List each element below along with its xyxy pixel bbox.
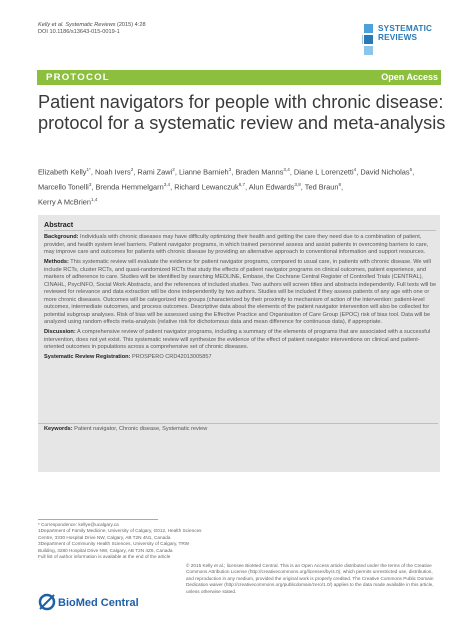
author-name: Diane L Lorenzetti	[293, 167, 354, 177]
author-name: David Nicholas	[360, 167, 410, 177]
article-type-label: PROTOCOL	[46, 72, 110, 83]
keywords-divider	[38, 423, 438, 424]
journal-logo-text: SYSTEMATIC REVIEWS	[378, 24, 433, 42]
author-affiliation-marker: 3,4	[283, 167, 290, 172]
author-affiliation-marker: 1,4	[90, 196, 98, 202]
author-name: Richard Lewanczuk	[174, 182, 239, 192]
author-list	[38, 164, 448, 208]
author-info-note: Full list of author information is available at the end of the article	[38, 554, 171, 560]
keywords: Keywords: Patient navigator, Chronic disease, Systematic review	[44, 426, 208, 432]
author-name: Alun Edwards	[248, 182, 295, 192]
author-name: Marcello Tonelli	[38, 182, 89, 192]
doi-text[interactable]: DOI 10.1186/s13643-015-0019-1	[38, 29, 120, 36]
author-name: Noah Ivers	[94, 167, 131, 177]
author-affiliation-marker: 6,7	[238, 181, 246, 187]
author-line-3	[38, 194, 448, 209]
citation-journal: Kelly et al. Systematic Reviews	[38, 22, 116, 28]
author-affiliation-marker: 2	[172, 167, 175, 172]
author-affiliation-marker: 3,8	[294, 181, 301, 187]
author-affiliation-marker: 2	[130, 167, 134, 172]
abstract-divider	[44, 230, 436, 231]
author-name: Rami Zawi	[137, 167, 173, 177]
abstract-body	[44, 234, 437, 364]
publisher-name: BioMed Central	[58, 597, 139, 609]
biomed-central-icon	[40, 595, 54, 609]
author-name: Braden Manns	[235, 167, 284, 177]
author-affiliation-marker: 3	[88, 181, 92, 187]
affiliation-line: 1Department of Family Medicine, University of Calgary, G012, Health Sciences	[38, 528, 202, 534]
abstract-background: Background: Individuals with chronic diseases may have difficulty optimizing their health and getting the care they need due to a combination of patient, provider, and health system level barriers. Patient navigator programs, in which trained personnel assess and assist patients in overcoming barriers to care, may improve care and outcomes for patients with chronic disease by providing an alternative approach to conventional information and support resources.	[44, 234, 429, 255]
author-affiliation-marker: 3	[228, 167, 232, 172]
abstract-methods: Methods: This systematic review will evaluate the evidence for patient navigator programs, compared to usual care, in patients with chronic disease. We will include RCTs, cluster RCTs, and quasi-randomized RCTs that study the effects of patient navigator programs on clinical outcomes, patient experience, and markers of adherence to care. Studies will be identified by searching MEDLINE, Embase, the Cochrane Central Register of Controlled Trials (CENTRAL), CINAHL, PsycINFO, Social Work Abstracts, and the references of included studies. Two authors will screen titles and abstracts independently. Full texts will be reviewed for relevance and data extraction will be done independently by two authors. Studies will be included if they assess patients of any age with one or more chronic diseases. Outcomes will be categorized into groups (characterized by their proximity to mechanism of action of the intervention: patient-level outcomes, intermediate outcomes, and process outcomes. Descriptive data about the elements of the patient navigator intervention will also be collected for potential subgroup analyses. Risk of bias will be assessed using the Effective Practice and Organisation of Care Group (EPOC) risk of bias tool. Data will be analyzed using random effects meta-analysis (relative risk for dichotomous data and mean difference for continuous data), if appropriate.	[44, 259, 437, 325]
publisher-logo	[38, 589, 148, 615]
author-name: Brenda Hemmelgarn	[95, 182, 164, 192]
correspondence[interactable]: * Correspondence: kellye@ucalgary.ca	[38, 522, 119, 527]
author-affiliation-marker: 8	[338, 181, 342, 187]
author-affiliation-marker: 3,4	[163, 181, 171, 187]
author-line-1: Elizabeth Kelly$^{1*}$, Noah Ivers$^2$, Rami Zawi$^2$, Lianne Barnieh$^3$, Braden Manns$^{3,4}$, Diane L Lorenzetti$^4$, David Nicholas$^5$,	[38, 167, 415, 177]
author-name: Lianne Barnieh	[178, 167, 229, 177]
article-title: Patient navigators for people with chronic disease: protocol for a systematic review and meta-analysis	[38, 92, 446, 133]
citation-header	[38, 22, 146, 37]
author-affiliation-marker: 4	[353, 167, 357, 172]
author-affiliation-marker: 1*	[86, 167, 91, 172]
open-access-label: Open Access	[381, 72, 438, 82]
affiliation-line: Building, 3280 Hospital Drive NW, Calgary, AB T2N 4Z6, Canada	[38, 547, 173, 553]
author-line-2: Marcello Tonelli$^3$, Brenda Hemmelgarn$^{3,4}$, Richard Lewanczuk$^{6,7}$, Alun Edwards$^{3,8}$, Ted Braun$^8$,	[38, 181, 344, 192]
affiliation-line: Centre, 3330 Hospital Drive NW, Calgary, AB T2N 4N1, Canada	[38, 534, 171, 540]
license-text: © 2015 Kelly et al.; licensee BioMed Central. This is an Open Access article distributed under the terms of the Creative Commons Attribution License (http://creativecommons.org/licenses/by/4.0), which permits unrestricted use, distribution, and reproduction in any medium, provided the original work is properly credited. The Creative Commons Public Domain Dedication waiver (http://creativecommons.org/publicdomain/zero/1.0/) applies to the data made available in this article, unless otherwise stated.	[186, 563, 434, 594]
abstract-discussion: Discussion: A comprehensive review of patient navigator programs, including a summary of the elements of programs that are associated with a successful intervention, does not yet exist. This systematic review will synthesize the evidence of the effect of patient navigator interventions on clinical and patient-oriented outcomes in populations across a comprehensive set of chronic diseases.	[44, 329, 431, 350]
abstract-registration: Systematic Review Registration: PROSPERO CRD42013005857	[44, 354, 212, 360]
abstract-heading: Abstract	[44, 220, 74, 229]
footnotes	[38, 522, 202, 560]
author-name: Kerry A McBrien	[38, 197, 91, 206]
affiliation-line: 3Department of Community Health Sciences, University of Calgary, TRW	[38, 541, 190, 547]
author-name: Ted Braun	[304, 182, 339, 192]
author-name: Elizabeth Kelly	[38, 167, 87, 177]
citation-volume: (2015) 4:28	[115, 22, 146, 28]
author-affiliation-marker: 5	[409, 167, 413, 172]
logo-cube-icon	[362, 24, 373, 55]
footnote-divider	[38, 519, 158, 520]
